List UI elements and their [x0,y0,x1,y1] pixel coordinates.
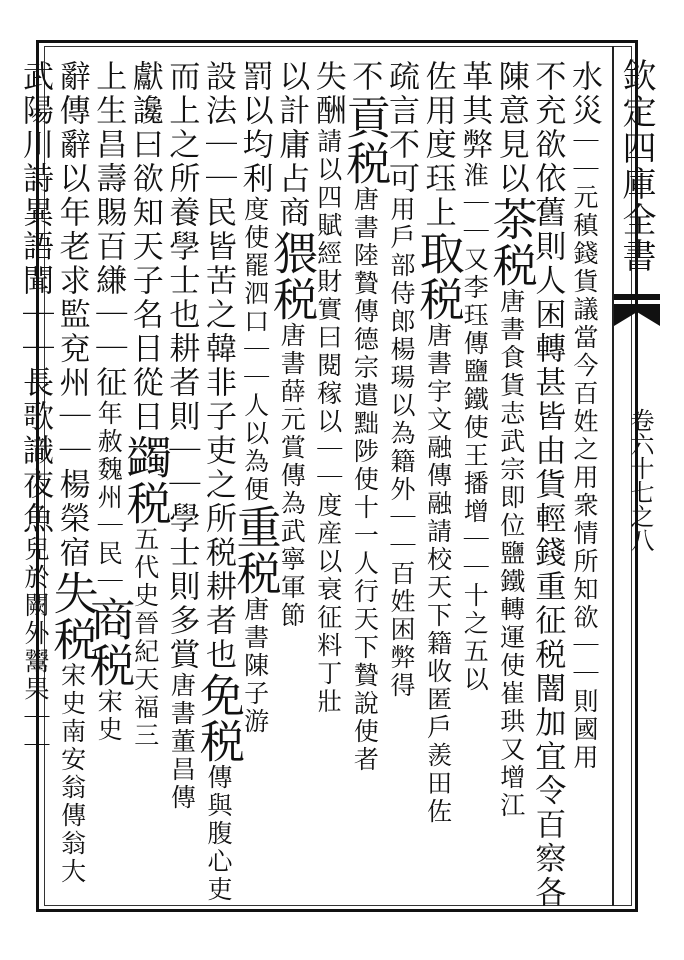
main-text: 革其弊 [456,60,493,162]
annotation-text: 宋史南安翁傳翁大 [57,662,87,886]
main-text: 不 [346,60,383,94]
annotation-text: 請以四賦經財實曰閱稼以｜｜度産以衰征料丁壯 [313,128,343,716]
annotation-text: 唐書陸贄傳德宗遣黜陟使十一人行天下贄說使者 [350,186,380,774]
annotation-text: 唐書食貨志武宗即位鹽鐵轉運使崔珙又增江 [496,288,526,820]
annotation-text: 度使罷泗口｜｜人以為便 [240,196,270,504]
entry-heading: 猥税 [265,230,319,322]
main-text: 獻 [126,60,163,94]
margin-title: 欽定四庫全書 [616,58,656,274]
text-column [411,60,465,898]
fishtail-mark-icon [612,292,662,328]
margin-juan-number: 卷六十七之八 [626,408,654,552]
text-column [192,60,245,904]
entry-heading: 蠲税 [118,434,172,526]
main-text: 讒曰欲知天子名日從日 [126,94,163,434]
annotation-text: 唐書薛元賞傳為武寧軍節 [277,322,307,630]
annotation-text: 傳與腹心吏 [204,764,233,904]
annotation-text: 兒於闕外鬻果｜｜ [21,536,50,760]
main-text: 設法｜｜民皆苦之韓非子吏之所税耕者也 [200,60,236,672]
entry-heading: 取税 [411,230,465,322]
entry-heading: 免税 [192,672,245,764]
text-column [566,60,602,898]
main-text: 失 [309,60,346,94]
entry-heading: 失税 [45,570,99,662]
annotation-text: 五代史晉紀天福三 [130,526,160,750]
main-text: 陳意見以 [492,60,529,196]
annotation-text: 唐書宇文融傳融請校天下籍收匿戶羨田佐 [423,322,453,826]
annotation-text: 年赦魏州｜民｜ [94,400,124,596]
main-text: 辭傳辭以年老求監兗州｜｜楊榮宿 [53,60,90,570]
entry-heading: 商税 [82,596,136,688]
main-text: 水災 [566,60,602,128]
main-text: 武陽川詩異語聞｜｜長歌識夜魚 [17,60,53,536]
text-column [484,60,538,898]
annotation-text: 宋史 [94,688,124,744]
main-text: 而上之所養學士也耕者則｜｜學士則多賞 [163,60,200,672]
text-column [17,60,53,898]
main-text: 上生昌壽賜百縑｜｜征 [90,60,127,400]
main-text: 疏言不可 [383,60,419,196]
annotation-text: 唐書陳子游 [240,596,270,736]
annotation-text: ｜｜元稹錢貨議當今百姓之用衆情所知欲｜｜則國用 [570,128,599,772]
text-column [265,60,319,898]
entry-heading: 茶税 [484,196,538,288]
annotation-text: 用戶部侍郎楊瑒以為籍外｜｜百姓困弊得 [387,196,416,700]
text-column [338,60,392,898]
text-column [118,60,172,898]
annotation-text: 唐書董昌傳 [167,672,197,812]
entry-heading: 貢税 [338,94,392,186]
text-column [228,60,282,898]
text-column [45,60,99,898]
main-text: 以計庸占商 [273,60,310,230]
main-text: 酬 [309,94,346,128]
text-column [529,60,566,910]
main-text: 佐用度珏上 [419,60,456,230]
text-column [310,60,346,898]
text-column [82,60,136,898]
text-column [456,60,492,898]
main-text: 罰以均利 [236,60,273,196]
entry-heading: 重税 [228,504,282,596]
main-text: 不充欲依舊則人困轉甚皆由貨輕錢重征税闇加宜令百察各 [529,60,566,910]
annotation-text: 淮｜｜又李珏傳鹽鐵使王播增｜｜十之五以 [460,162,490,694]
